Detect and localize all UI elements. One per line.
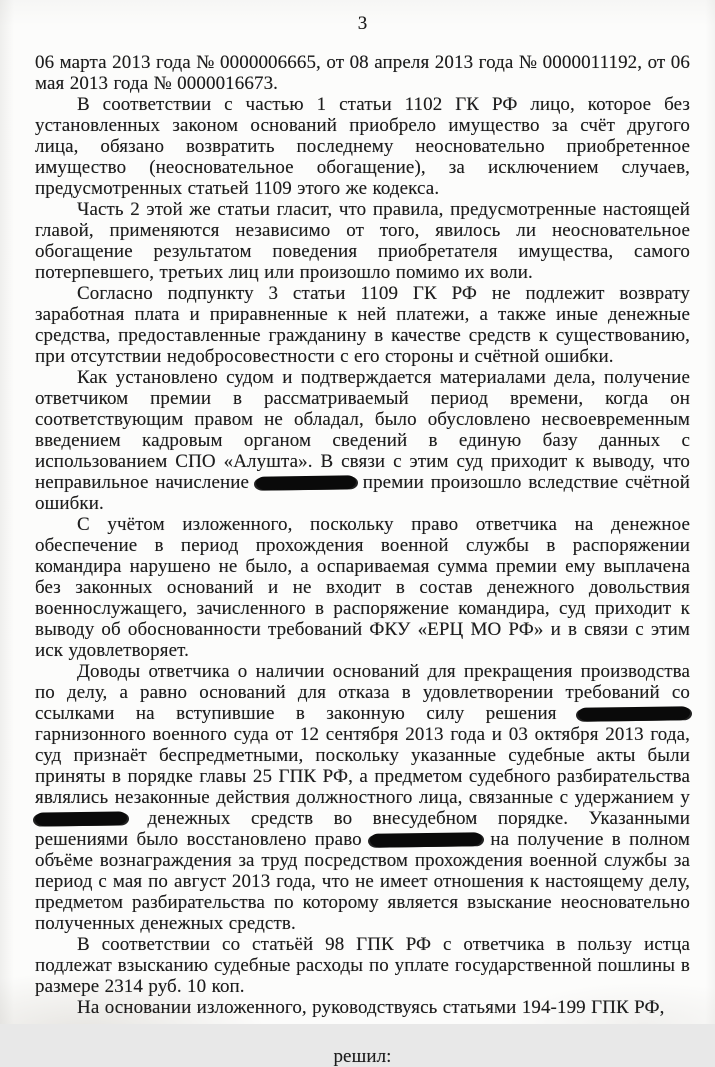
redaction-mark xyxy=(578,706,690,721)
paragraph: На основании изложенного, руководствуясь статьями 194-199 ГПК РФ, xyxy=(77,997,665,1018)
redaction-mark xyxy=(35,811,127,825)
paragraph: Как установлено судом и подтверждается материалами дела, получение ответчиком премии в рассматриваемый период времени, когда он соответствующим правом не обладал, было обусловлено несвоевременным введением кадровым органом сведений в единую базу данных с использованием СПО «Алушта». В связи с этим суд приходит к выводу, что неправильное начисление премии произошло вследствие счётной ошибки. xyxy=(35,367,691,514)
document-body xyxy=(35,52,690,1067)
paragraph: Часть 2 этой же статьи гласит, что правила, предусмотренные настоящей главой, применяются независимо от того, явилось ли неосновательное обогащение результатом поведения приобретателя имущества, самого потерпевшего, третьих лиц или произошло помимо их воли. xyxy=(35,199,690,283)
page-number: 3 xyxy=(357,13,368,34)
redaction-mark xyxy=(256,475,356,489)
paragraph: решил: xyxy=(333,1046,392,1067)
paragraph: Согласно подпункту 3 статьи 1109 ГК РФ не подлежит возврату заработная плата и приравненные к ней платежи, а также иные денежные средства, предоставленные гражданину в качестве средств к существованию, при отсутствии недобросовестности с его стороны и счётной ошибки. xyxy=(35,283,690,367)
paragraph: 06 марта 2013 года № 0000006665, от 08 апреля 2013 года № 0000011192, от 06 мая 2013 года № 0000016673. xyxy=(35,52,690,94)
redaction-mark xyxy=(370,832,482,847)
paragraph: В соответствии со статьёй 98 ГПК РФ с ответчика в пользу истца подлежат взысканию судебные расходы по уплате государственной пошлины в размере 2314 руб. 10 коп. xyxy=(35,934,690,997)
paragraph: С учётом изложенного, поскольку право ответчика на денежное обеспечение в период прохождения военной службы в распоряжении командира нарушено не было, а оспариваемая сумма премии ему выплачена без законных оснований и не входит в состав денежного довольствия военнослужащего, зачисленного в распоряжение командира, суд приходит к выводу об обоснованности требований ФКУ «ЕРЦ МО РФ» и в связи с этим иск удовлетворяет. xyxy=(35,514,690,661)
paragraph: В соответствии с частью 1 статьи 1102 ГК РФ лицо, которое без установленных законом оснований приобрело имущество за счёт другого лица, обязано возвратить последнему неосновательно приобретенное имущество (неосновательное обогащение), за исключением случаев, предусмотренных статьей 1109 этого же кодекса. xyxy=(35,94,690,199)
paragraph: Доводы ответчика о наличии оснований для прекращения производства по делу, а равно оснований для отказа в удовлетворении требований со ссылками на вступившие в законную силу решения гарнизонного военного суда от 12 сентября 2013 года и 03 октября 2013 года, суд признаёт беспредметными, поскольку указанные судебные акты были приняты в порядке главы 25 ГПК РФ, а предметом судебного разбирательства являлись незаконные действия должностного лица, связанные с удержанием у денежных средств во внесудебном порядке. Указанными решениями было восстановлено право на получение в полном объёме вознаграждения за труд посредством прохождения военной службы за период с мая по август 2013 года, что не имеет отношения к настоящему делу, предметом разбирательства по которому является взыскание неосновательно полученных денежных средств. xyxy=(35,661,690,934)
